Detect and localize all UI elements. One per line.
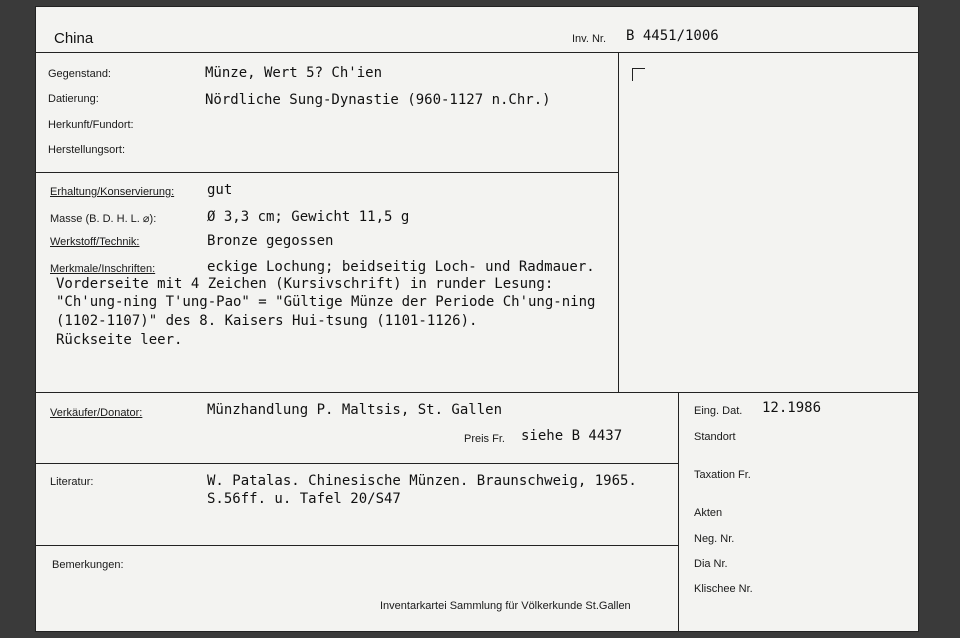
gegenstand-value: Münze, Wert 5? Ch'ien xyxy=(205,65,383,81)
gegenstand-label: Gegenstand: xyxy=(48,68,111,80)
inv-nr-label: Inv. Nr. xyxy=(572,33,607,45)
lower-divider-vertical xyxy=(678,392,679,632)
taxation-label: Taxation Fr. xyxy=(694,469,751,481)
preis-value: siehe B 4437 xyxy=(521,428,623,444)
literatur-line: S.56ff. u. Tafel 20/S47 xyxy=(207,491,401,507)
merkmale-line-first: eckige Lochung; beidseitig Loch- und Radmauer. xyxy=(207,259,595,275)
verkaeufer-label: Verkäufer/Donator: xyxy=(50,407,143,419)
section3-divider xyxy=(36,463,678,464)
main-divider-vertical xyxy=(618,52,619,392)
section2-divider xyxy=(36,392,918,393)
datierung-value: Nördliche Sung-Dynastie (960-1127 n.Chr.) xyxy=(205,92,551,108)
masse-value: Ø 3,3 cm; Gewicht 11,5 g xyxy=(207,209,410,225)
eing-dat-label: Eing. Dat. xyxy=(694,405,743,417)
werkstoff-label: Werkstoff/Technik: xyxy=(50,236,140,248)
merkmale-line: "Ch'ung-ning T'ung-Pao" = "Gültige Münze der Periode Ch'ung-ning xyxy=(56,294,596,310)
werkstoff-value: Bronze gegossen xyxy=(207,233,334,249)
erhaltung-value: gut xyxy=(207,182,233,198)
inv-nr-value: B 4451/1006 xyxy=(626,28,719,44)
footer-text: Inventarkartei Sammlung für Völkerkunde St.Gallen xyxy=(380,600,631,612)
akten-label: Akten xyxy=(694,507,723,519)
neg-nr-label: Neg. Nr. xyxy=(694,533,735,545)
literatur-line: W. Patalas. Chinesische Münzen. Braunschweig, 1965. xyxy=(207,473,637,489)
datierung-label: Datierung: xyxy=(48,93,99,105)
herstellung-label: Herstellungsort: xyxy=(48,144,126,156)
standort-label: Standort xyxy=(694,431,736,443)
section1-divider xyxy=(36,172,618,173)
bemerkungen-label: Bemerkungen: xyxy=(52,559,124,571)
eing-dat-value: 12.1986 xyxy=(762,400,822,416)
klischee-nr-label: Klischee Nr. xyxy=(694,583,753,595)
literatur-label: Literatur: xyxy=(50,476,94,488)
inventory-card xyxy=(35,6,919,632)
merkmale-label: Merkmale/Inschriften: xyxy=(50,263,156,275)
region-title: China xyxy=(54,30,94,47)
merkmale-line: Vorderseite mit 4 Zeichen (Kursivschrift) in runder Lesung: xyxy=(56,276,554,292)
masse-label: Masse (B. D. H. L. ⌀): xyxy=(50,213,157,225)
herkunft-label: Herkunft/Fundort: xyxy=(48,119,134,131)
section4-divider xyxy=(36,545,678,546)
dia-nr-label: Dia Nr. xyxy=(694,558,728,570)
corner-mark-icon xyxy=(632,68,645,81)
verkaeufer-value: Münzhandlung P. Maltsis, St. Gallen xyxy=(207,402,503,418)
preis-label: Preis Fr. xyxy=(464,433,505,445)
erhaltung-label: Erhaltung/Konservierung: xyxy=(50,186,175,198)
merkmale-line: (1102-1107)" des 8. Kaisers Hui-tsung (1101-1126). xyxy=(56,313,478,329)
header-divider xyxy=(36,52,918,53)
merkmale-line: Rückseite leer. xyxy=(56,332,183,348)
